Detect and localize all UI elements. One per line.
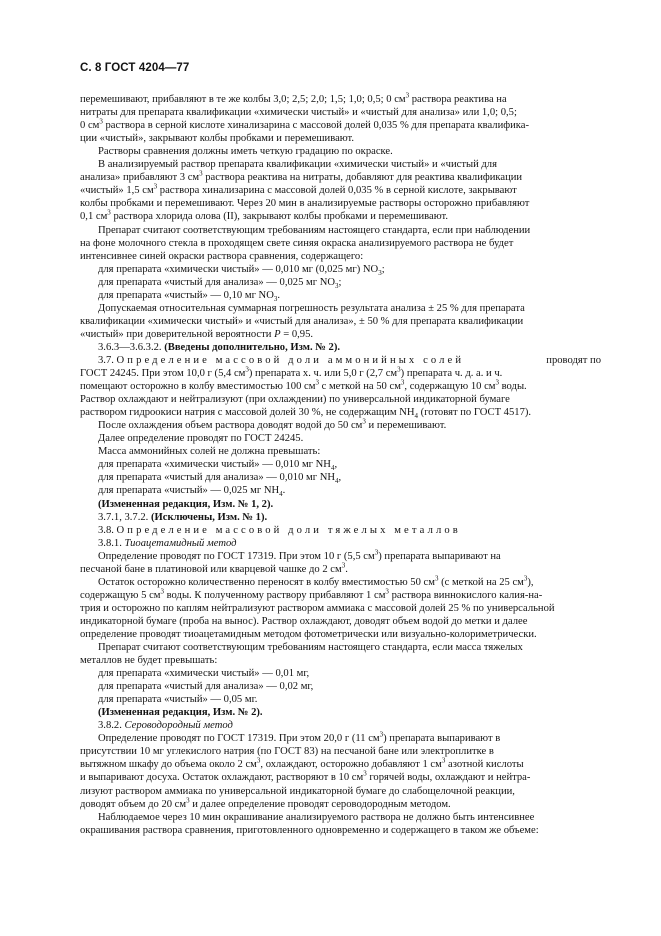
amendment-note: 3.7.1, 3.7.2. (Исключены, Изм. № 1). (98, 511, 268, 523)
paragraph: В анализируемый раствор препарата квалификации «химически чистый» и «чистый для (98, 159, 497, 171)
page-header: С. 8 ГОСТ 4204—77 (80, 62, 190, 74)
paragraph: на фоне молочного стекла в проходящем свете синяя окраска анализируемого раствора не будет (80, 237, 514, 249)
paragraph: песчаной бане в платиновой или кварцевой чашке до 2 $см^3$. (80, 561, 348, 575)
paragraph: и выпаривают досуха. Остаток охлаждают, растворяют в 10 $см^3$ горячей воды, охлаждают и нейтра- (80, 769, 531, 784)
paragraph: анализа» прибавляют 3 $см^3$ раствора реактива на нитраты, добавляют для реактива квалификации (80, 169, 523, 184)
list-item: для препарата «чистый» — 0,05 мг. (98, 694, 258, 706)
paragraph: лизуют раствором аммиака по универсальной индикаторной бумаге до слабощелочной реакции, (80, 785, 515, 797)
list-item: для препарата «чистый» — 0,025 мг $NH_4$. (98, 485, 286, 499)
section-heading: 3.7. Определение массовой доли аммонийных солей проводят по (98, 354, 601, 366)
paragraph: определение проводят тиоацетамидным методом фотометрически или визуально-колориметрически. (80, 628, 537, 640)
paragraph: Определение проводят по ГОСТ 17319. При этом 20,0 г (11 $см^3$) препарата выпаривают в (98, 730, 501, 745)
list-item: для препарата «химически чистый» — 0,01 мг, (98, 668, 310, 680)
paragraph: металлов не будет превышать: (80, 655, 218, 667)
paragraph: Масса аммонийных солей не должна превышать: (98, 446, 321, 458)
paragraph: Раствор охлаждают и нейтрализуют (при охлаждении) по универсальной индикаторной бумаге (80, 394, 510, 406)
paragraph: После охлаждения объем раствора доводят водой до 50 $см^3$ и перемешивают. (98, 417, 447, 432)
list-item: для препарата «химически чистый» — 0,010 мг (0,025 мг) $NO_3$; (98, 263, 385, 277)
paragraph: нитраты для препарата квалификации «химически чистый» и «чистый для анализа» или 1,0; 0,5; (80, 107, 517, 119)
list-item: для препарата «химически чистый» — 0,010 мг $NH_4$, (98, 459, 338, 473)
list-item: для препарата «чистый для анализа» — 0,025 мг $NO_3$; (98, 276, 342, 290)
amendment-note: (Измененная редакция, Изм. № 1, 2). (98, 498, 274, 510)
paragraph: Растворы сравнения должны иметь четкую градацию по окраске. (98, 146, 393, 158)
paragraph: ГОСТ 24245. При этом 10,0 г (5,4 $см^3$) препарата х. ч. или 5,0 г (2,7 $см^3$) препарата ч. д. а. и ч. (80, 365, 503, 380)
paragraph: присутствии 10 мг углекислого натрия (по ГОСТ 83) на песчаной бане или электроплитке в (80, 746, 494, 758)
paragraph: помещают осторожно в колбу вместимостью 100 $см^3$ с меткой на 50 $см^3$, содержащую 10 $см^3$ воды. (80, 378, 527, 393)
paragraph: «чистый» при доверительной вероятности P = 0,95. (80, 328, 314, 340)
paragraph: Препарат считают соответствующим требованиям настоящего стандарта, если масса тяжелых (98, 642, 523, 654)
paragraph: трия и осторожно по каплям нейтрализуют раствором аммиака с массовой долей 25 % по универсальной (80, 602, 555, 614)
paragraph: интенсивнее синей окраски раствора сравнения, содержащего: (80, 250, 364, 262)
paragraph: квалификации «химически чистый» и «чистый для анализа», ± 50 % для препарата квалификации (80, 315, 524, 327)
paragraph: индикаторной бумаге (проба на вынос). Раствор охлаждают, доводят объем водой до метки и далее (80, 615, 528, 627)
paragraph: доводят объем до 20 $см^3$ и далее определение проводят сероводородным методом. (80, 796, 451, 810)
paragraph: Допускаемая относительная суммарная погрешность результата анализа ± 25 % для препарата (98, 302, 525, 314)
paragraph: перемешивают, прибавляют в те же колбы 3,0; 2,5; 2,0; 1,5; 1,0; 0,5; 0 $см^3$ раствора реактива на (80, 91, 507, 106)
paragraph: Остаток осторожно количественно переносят в колбу вместимостью 50 $см^3$ (с меткой на 25 $см^3$), (98, 574, 534, 588)
paragraph: Далее определение проводят по ГОСТ 24245. (98, 433, 304, 445)
list-item: для препарата «чистый для анализа» — 0,02 мг, (98, 681, 314, 693)
paragraph: вытяжном шкафу до объема около 2 $см^3$, охлаждают, осторожно добавляют 1 $см^3$ азотной кислоты (80, 756, 524, 771)
subsection-heading: 3.8.1. Тиоацетамидный метод (98, 537, 237, 549)
list-item: для препарата «чистый» — 0,10 мг $NO_3$. (98, 289, 281, 303)
paragraph: содержащую 5 $см^3$ воды. К полученному раствору прибавляют 1 $см^3$ раствора виннокислого калия-на- (80, 587, 543, 601)
paragraph: 0 $см^3$ раствора в серной кислоте хинализарина с массовой долей 0,035 % для препарата квалифика- (80, 117, 529, 132)
paragraph: 0,1 $см^3$ раствора хлорида олова (II), закрывают колбы пробками и перемешивают. (80, 208, 448, 223)
document-body (80, 93, 601, 837)
paragraph: ции «чистый», закрывают колбы пробками и перемешивают. (80, 133, 355, 145)
paragraph: окрашивания раствора сравнения, приготовленного одновременно и содержащего в таком же объеме: (80, 824, 539, 836)
paragraph: Наблюдаемое через 10 мин окрашивание анализируемого раствора не должно быть интенсивнее (98, 811, 535, 823)
paragraph: «чистый» 1,5 $см^3$ раствора хинализарина с массовой долей 0,035 % в серной кислоте, закрывают (80, 182, 517, 197)
paragraph: колбы пробками и перемешивают. Через 20 мин в анализируемые растворы осторожно прибавляют (80, 198, 530, 210)
subsection-heading: 3.8.2. Сероводородный метод (98, 720, 233, 732)
amendment-note: (Измененная редакция, Изм. № 2). (98, 707, 263, 719)
amendment-note: 3.6.3—3.6.3.2. (Введены дополнительно, Изм. № 2). (98, 341, 341, 353)
list-item: для препарата «чистый для анализа» — 0,010 мг $NH_4$, (98, 472, 342, 486)
paragraph: Препарат считают соответствующим требованиям настоящего стандарта, если при наблюдении (98, 224, 531, 236)
paragraph: Определение проводят по ГОСТ 17319. При этом 10 г (5,5 $см^3$) препарата выпаривают на (98, 548, 501, 562)
paragraph: раствором гидроокиси натрия с массовой долей 30 %, не содержащим $NH_4$ (готовят по ГОСТ 4517). (80, 407, 532, 421)
section-heading: 3.8. Определение массовой доли тяжелых металлов (98, 524, 461, 536)
